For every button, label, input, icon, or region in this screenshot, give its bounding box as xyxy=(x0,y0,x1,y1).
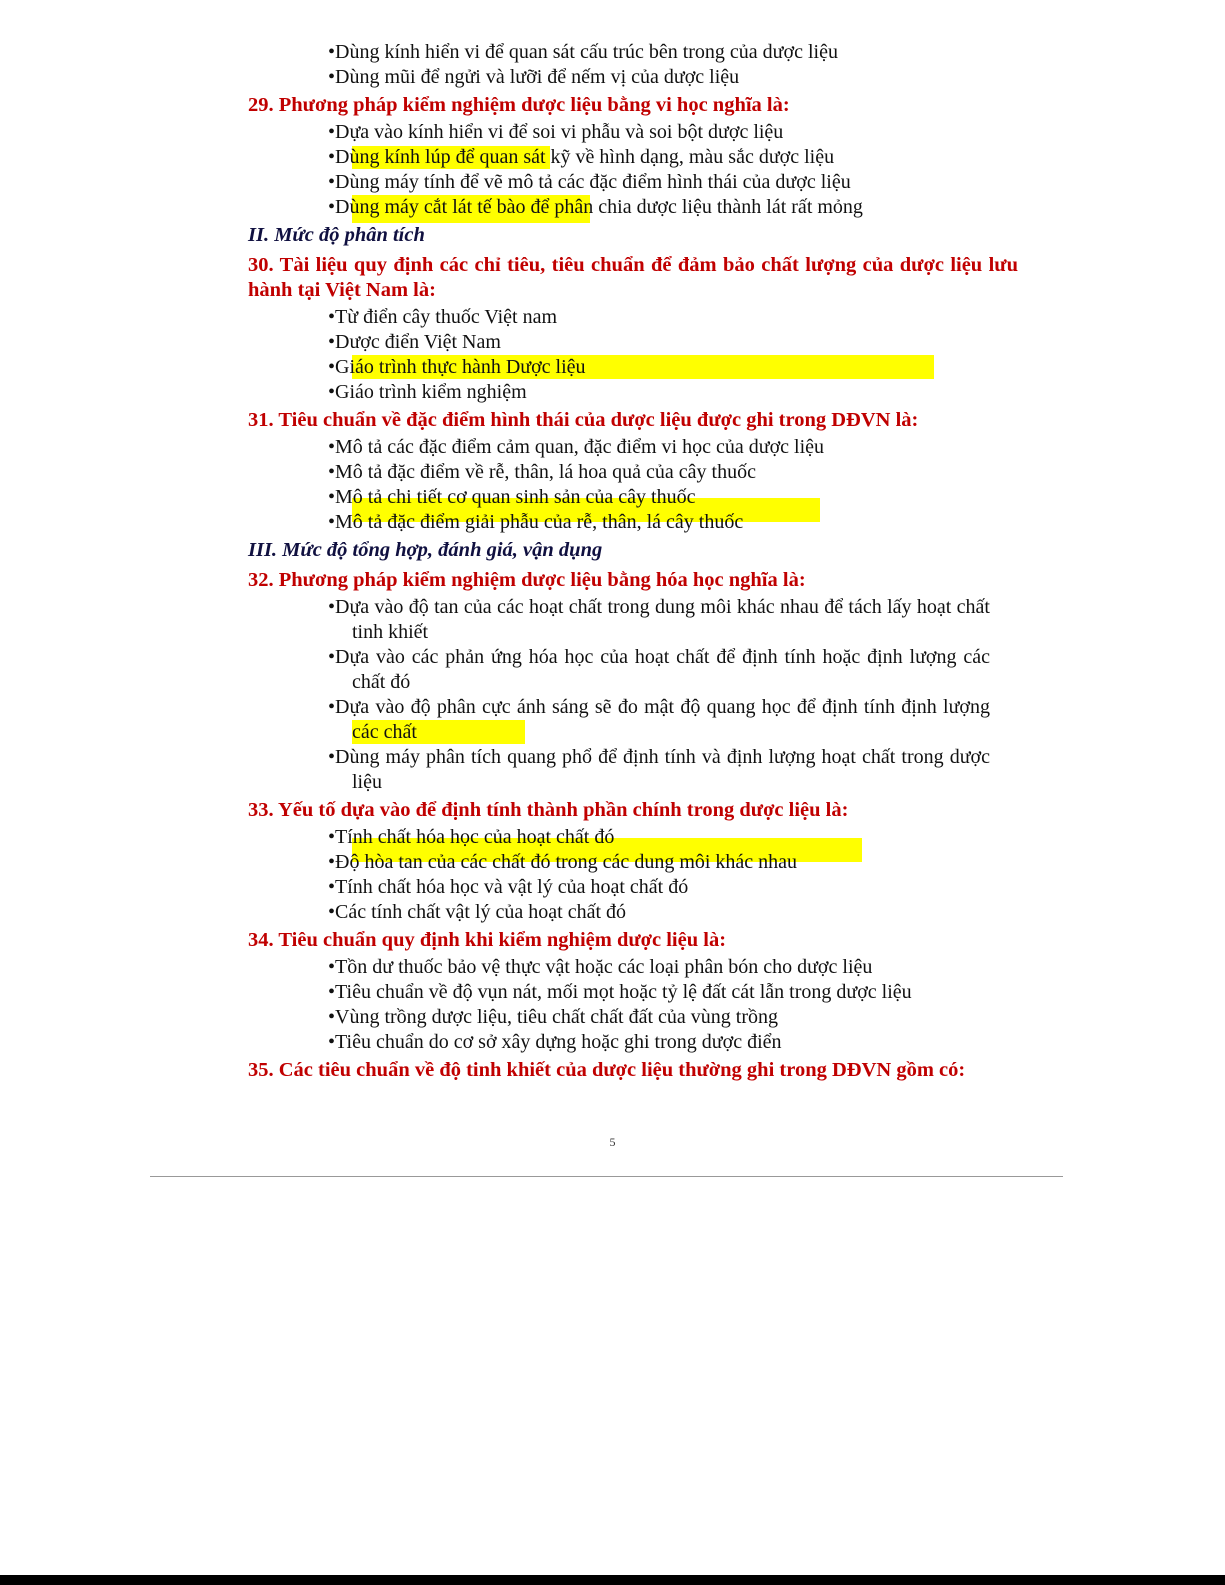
page-content xyxy=(248,40,1018,1085)
option-item: •Tiêu chuẩn do cơ sở xây dựng hoặc ghi trong dược điển xyxy=(328,1031,782,1053)
option-item: •Các tính chất vật lý của hoạt chất đó xyxy=(328,901,627,923)
option-item: •Dựa vào độ tan của các hoạt chất trong dung môi khác nhau để tách lấy hoạt chất tinh khiết xyxy=(328,596,990,643)
option-item: •Mô tả các đặc điểm cảm quan, đặc điểm vi học của dược liệu xyxy=(328,436,825,458)
page-number: 5 xyxy=(609,1135,616,1149)
option-item: •Dùng máy cắt lát tế bào để phân chia dược liệu thành lát rất mỏng xyxy=(328,196,863,218)
option-item: •Vùng trồng dược liệu, tiêu chất chất đất của vùng trồng xyxy=(328,1006,778,1028)
option-item: •Dùng máy phân tích quang phổ để định tính và định lượng hoạt chất trong dược liệu xyxy=(328,746,990,793)
question-31: 31. Tiêu chuẩn về đặc điểm hình thái của dược liệu được ghi trong DĐVN là: xyxy=(248,409,919,431)
question-32: 32. Phương pháp kiểm nghiệm dược liệu bằng hóa học nghĩa là: xyxy=(248,569,806,591)
option-item: •Giáo trình kiểm nghiệm xyxy=(328,381,527,403)
option-item: •Dùng kính hiển vi để quan sát cấu trúc bên trong của dược liệu xyxy=(328,41,838,63)
option-item: •Tính chất hóa học của hoạt chất đó xyxy=(248,825,1018,850)
option-item: •Giáo trình thực hành Dược liệu xyxy=(248,355,1018,380)
page-divider xyxy=(150,1176,1063,1177)
option-item: •Dựa vào độ phân cực ánh sáng sẽ đo mật độ quang học để định tính định lượng các chất xyxy=(328,696,990,743)
option-item: •Tính chất hóa học và vật lý của hoạt chất đó xyxy=(328,876,689,898)
question-35: 35. Các tiêu chuẩn về độ tinh khiết của dược liệu thường ghi trong DĐVN gồm có: xyxy=(248,1059,966,1081)
option-item: •Mô tả đặc điểm giải phẫu của rễ, thân, lá cây thuốc xyxy=(328,511,744,533)
option-item: •Mô tả chi tiết cơ quan sinh sản của cây thuốc xyxy=(248,485,1018,510)
bottom-bar xyxy=(0,1575,1225,1585)
section-heading-2: II. Mức độ phân tích xyxy=(248,224,425,246)
option-item: •Từ điển cây thuốc Việt nam xyxy=(328,306,557,328)
option-item: •Dùng máy tính để vẽ mô tả các đặc điểm hình thái của dược liệu xyxy=(248,170,1018,195)
question-29: 29. Phương pháp kiểm nghiệm dược liệu bằng vi học nghĩa là: xyxy=(248,94,790,116)
question-30: 30. Tài liệu quy định các chỉ tiêu, tiêu chuẩn để đảm bảo chất lượng của dược liệu lưu hành tại Việt Nam là: xyxy=(248,254,1018,301)
question-34: 34. Tiêu chuẩn quy định khi kiểm nghiệm dược liệu là: xyxy=(248,929,727,951)
option-item: •Dùng kính lúp để quan sát kỹ về hình dạng, màu sắc dược liệu xyxy=(328,146,835,168)
option-item: •Dựa vào kính hiển vi để soi vi phẫu và soi bột dược liệu xyxy=(328,121,784,143)
option-item: •Tiêu chuẩn về độ vụn nát, mối mọt hoặc tỷ lệ đất cát lẫn trong dược liệu xyxy=(328,981,912,1003)
option-item: •Tồn dư thuốc bảo vệ thực vật hoặc các loại phân bón cho dược liệu xyxy=(328,956,873,978)
section-heading-3: III. Mức độ tổng hợp, đánh giá, vận dụng xyxy=(248,539,603,561)
option-item: •Mô tả đặc điểm về rễ, thân, lá hoa quả của cây thuốc xyxy=(328,461,756,483)
option-item: •Dựa vào các phản ứng hóa học của hoạt chất để định tính hoặc định lượng các chất đó xyxy=(328,646,990,693)
question-33: 33. Yếu tố dựa vào để định tính thành phần chính trong dược liệu là: xyxy=(248,799,849,821)
option-item: •Dược điển Việt Nam xyxy=(328,331,501,353)
option-item: •Dùng mũi để ngửi và lưỡi để nếm vị của dược liệu xyxy=(328,66,740,88)
option-item: •Độ hòa tan của các chất đó trong các dung môi khác nhau xyxy=(328,851,798,873)
